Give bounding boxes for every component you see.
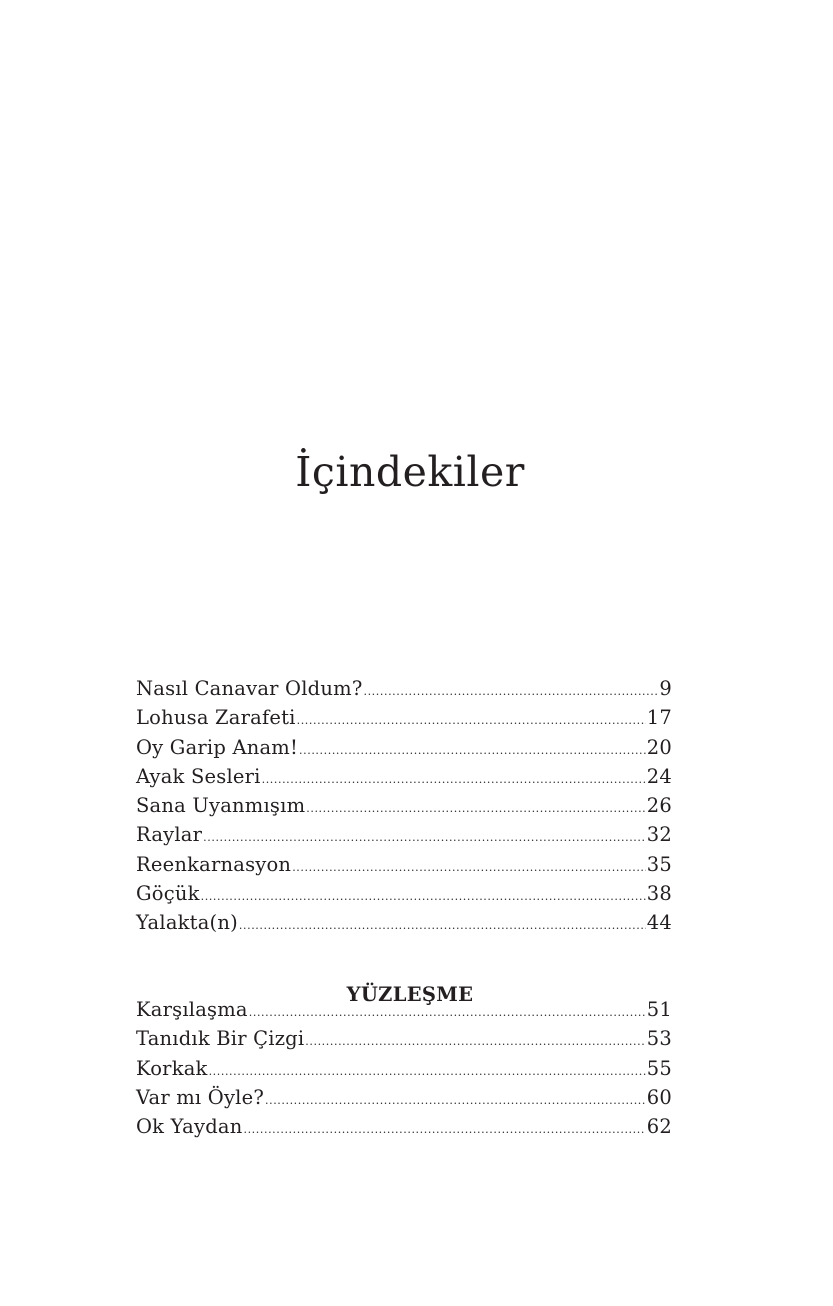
toc-entry bbox=[136, 879, 672, 908]
section-heading: YÜZLEŞME bbox=[346, 983, 474, 1007]
toc-entry-title: Karşılaşma bbox=[136, 998, 248, 1021]
toc-entry-page: 20 bbox=[646, 735, 672, 759]
toc-entry bbox=[136, 1054, 672, 1083]
toc-entry-page: 60 bbox=[646, 1085, 672, 1109]
dot-leader bbox=[209, 1054, 646, 1086]
toc-entry-title: Sana Uyanmışım bbox=[136, 794, 306, 818]
toc-entry-page: 44 bbox=[646, 911, 672, 935]
toc-entry-title: Göçük bbox=[136, 882, 200, 906]
toc-entry bbox=[136, 733, 672, 762]
toc-entry-title: Oy Garip Anam! bbox=[136, 735, 299, 759]
dot-leader bbox=[297, 703, 646, 735]
toc-entry bbox=[136, 820, 672, 849]
toc-entry-title: Ayak Sesleri bbox=[136, 764, 261, 788]
toc-entry bbox=[136, 762, 672, 791]
dot-leader bbox=[306, 791, 646, 823]
dot-leader bbox=[299, 733, 646, 765]
toc-entry bbox=[136, 703, 672, 732]
toc-entry-page: 53 bbox=[646, 1027, 672, 1051]
toc-entry-page: 55 bbox=[646, 1056, 672, 1080]
toc-entry-title: Ok Yaydan bbox=[136, 1115, 243, 1139]
toc-entry-page: 32 bbox=[646, 823, 672, 847]
toc-entry-page: 35 bbox=[646, 852, 672, 876]
toc-entry-title: Tanıdık Bir Çizgi bbox=[136, 1027, 305, 1051]
toc-entry bbox=[136, 791, 672, 820]
dot-leader bbox=[292, 850, 646, 882]
page-title: İçindekiler bbox=[295, 448, 525, 497]
dot-leader bbox=[249, 995, 646, 1027]
toc-entry bbox=[136, 674, 672, 703]
table-of-contents-part-one bbox=[136, 674, 672, 938]
toc-entry bbox=[136, 908, 672, 937]
table-of-contents-part-two bbox=[136, 995, 672, 1141]
toc-entry-title: Raylar bbox=[136, 823, 203, 847]
toc-entry-title: Lohusa Zarafeti bbox=[136, 706, 296, 730]
dot-leader bbox=[265, 1083, 646, 1115]
toc-entry bbox=[136, 1024, 672, 1053]
toc-entry-title: Yalakta(n) bbox=[136, 911, 238, 935]
dot-leader bbox=[262, 762, 646, 794]
toc-entry bbox=[136, 850, 672, 879]
dot-leader bbox=[239, 908, 646, 940]
dot-leader bbox=[243, 1112, 645, 1144]
toc-entry-page: 17 bbox=[646, 706, 672, 730]
toc-entry-title: Korkak bbox=[136, 1056, 208, 1080]
dot-leader bbox=[201, 879, 646, 911]
toc-entry bbox=[136, 995, 672, 1024]
dot-leader bbox=[203, 820, 646, 852]
toc-entry-page: 38 bbox=[646, 882, 672, 906]
toc-entry-page: 62 bbox=[646, 1115, 672, 1139]
toc-entry-title: Reenkarnasyon bbox=[136, 852, 292, 876]
toc-entry-title: Var mı Öyle? bbox=[136, 1085, 264, 1109]
toc-entry-title: Nasıl Canavar Oldum? bbox=[136, 677, 363, 700]
toc-entry bbox=[136, 1083, 672, 1112]
toc-entry-page: 24 bbox=[646, 764, 672, 788]
dot-leader bbox=[363, 674, 658, 706]
toc-entry-page: 51 bbox=[646, 998, 672, 1021]
toc-entry bbox=[136, 1112, 672, 1141]
dot-leader bbox=[305, 1024, 645, 1056]
toc-entry-page: 26 bbox=[646, 794, 672, 818]
toc-entry-page: 9 bbox=[659, 677, 672, 700]
